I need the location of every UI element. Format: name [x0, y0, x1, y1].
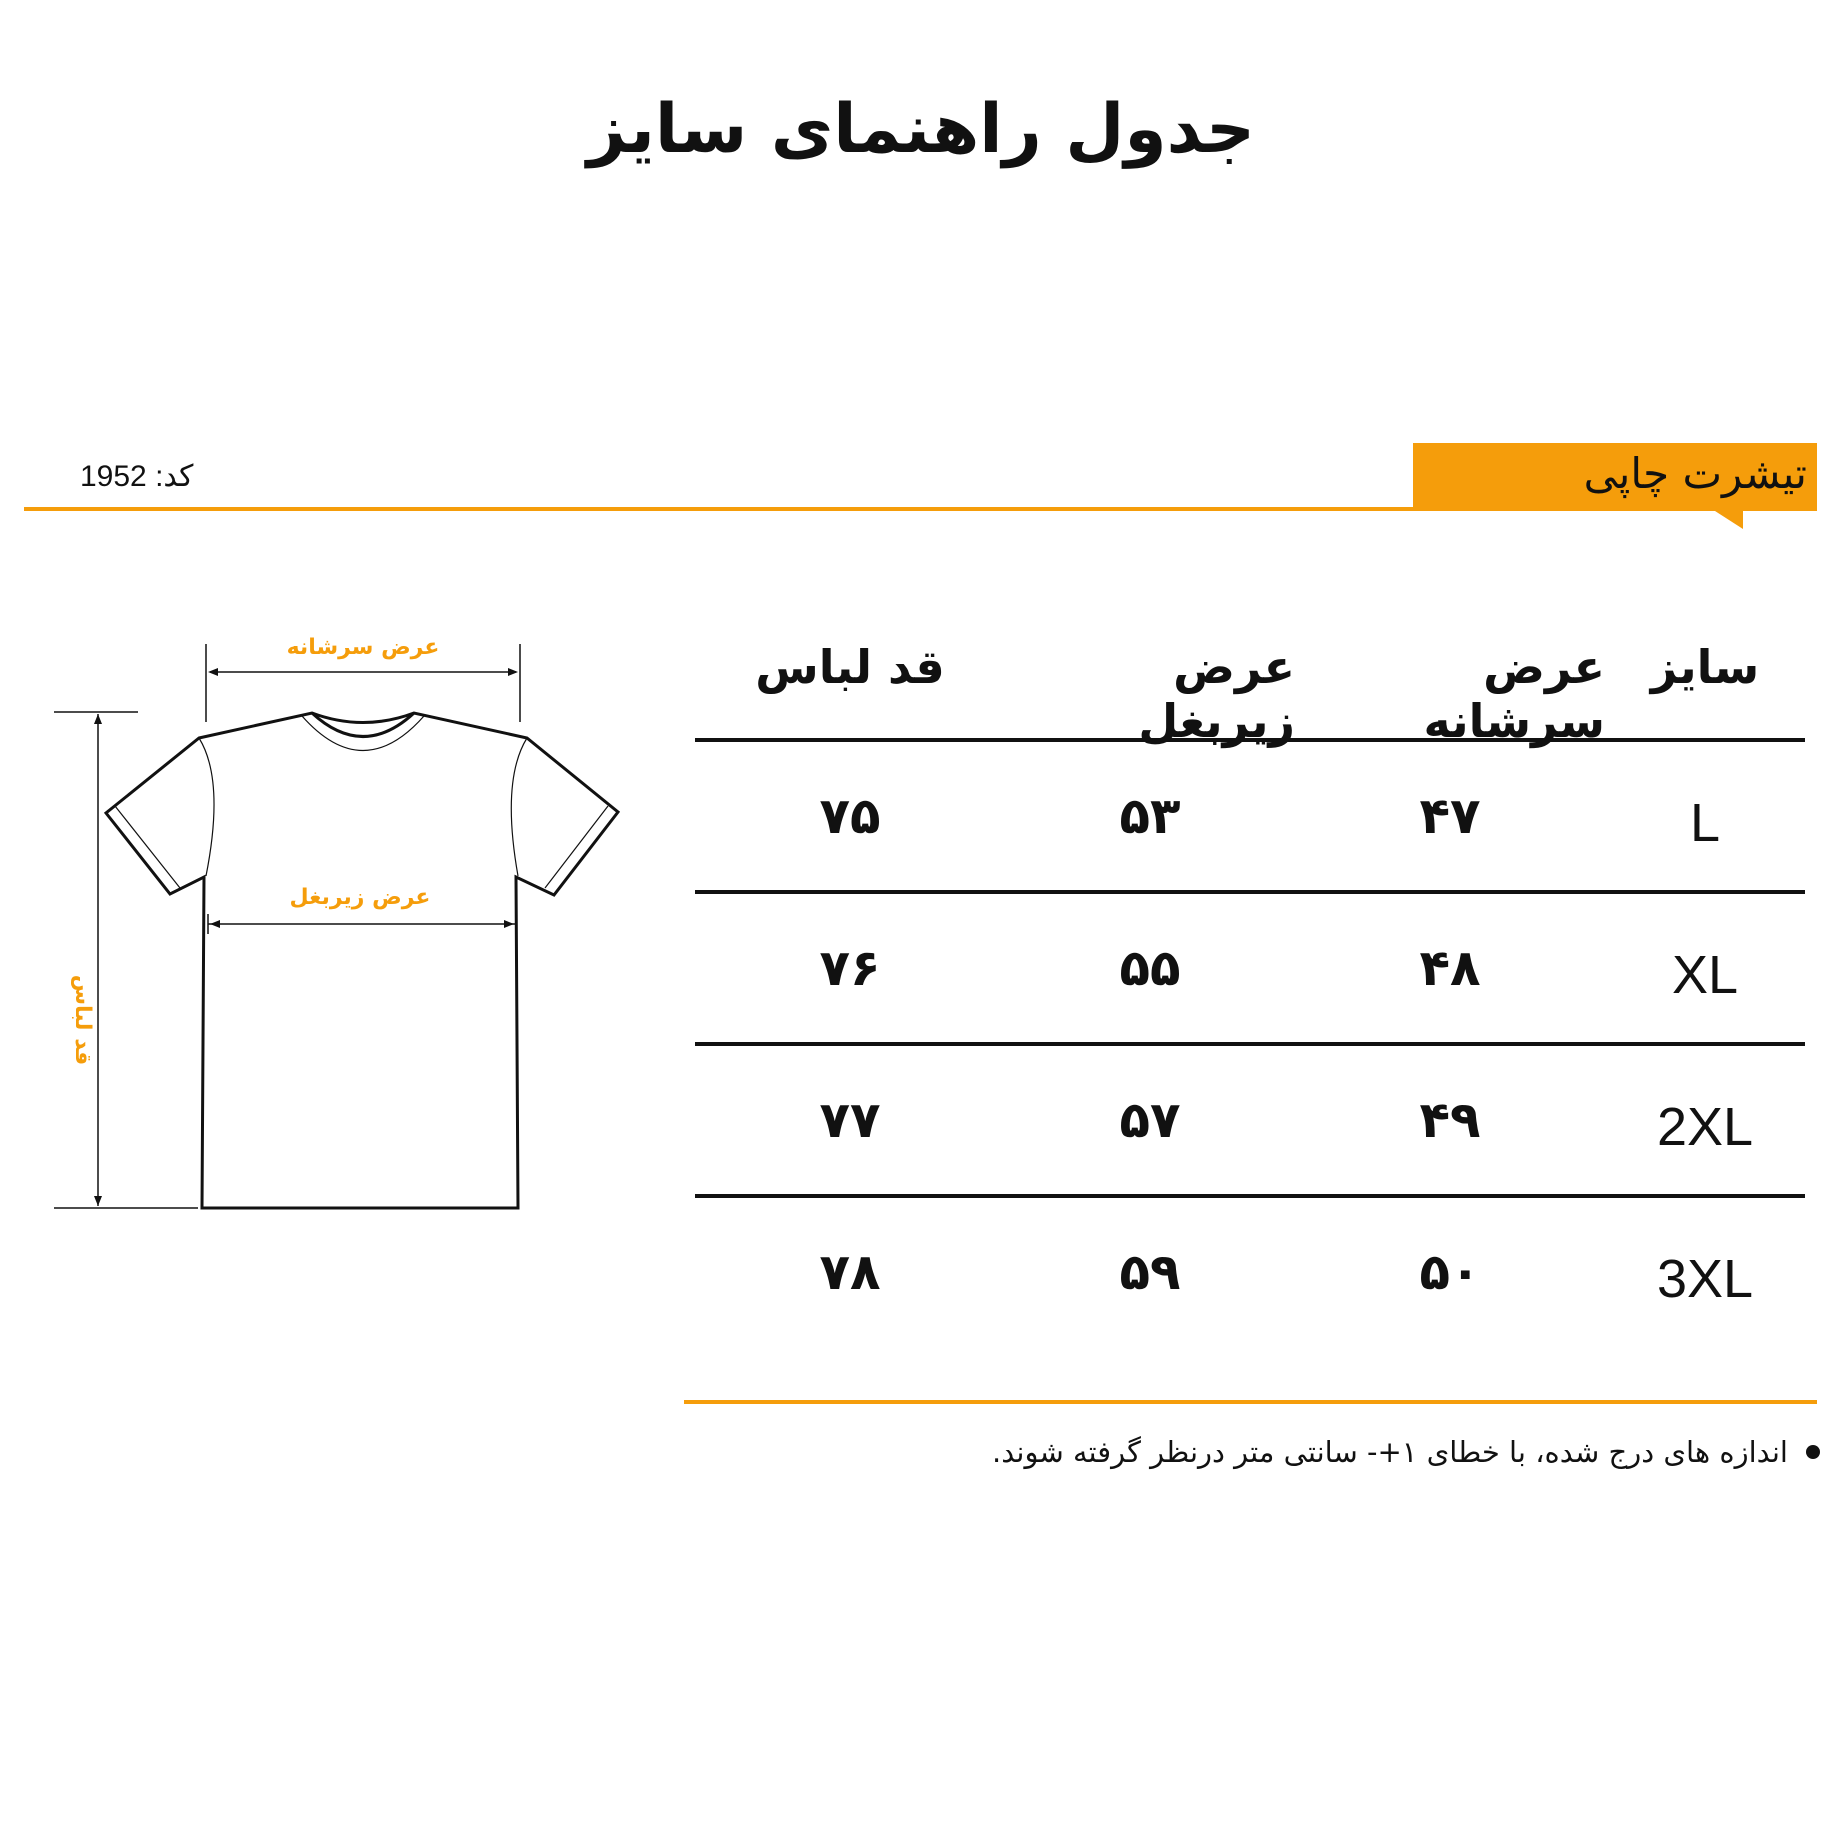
size-cell: L: [1689, 793, 1721, 853]
bullet-icon: [1806, 1445, 1820, 1459]
chest-cell: ۵۳: [1119, 787, 1181, 845]
chest-label: عرض زیربغل: [289, 885, 431, 910]
chest-cell: ۵۵: [1119, 939, 1181, 997]
table-row: [695, 742, 1805, 894]
tshirt-diagram: [40, 630, 640, 1230]
shoulder-cell: ۴۸: [1419, 939, 1481, 997]
shoulder-arrow-right: [508, 668, 518, 676]
length-cell: ۷۵: [819, 787, 881, 845]
shoulder-cell: ۵۰: [1419, 1243, 1481, 1301]
size-cell: XL: [1671, 945, 1739, 1005]
top-divider: [24, 507, 1817, 511]
shoulder-cell: ۴۷: [1419, 787, 1481, 845]
table-row: [695, 894, 1805, 1046]
chest-cell: ۵۹: [1119, 1243, 1181, 1301]
page-title: جدول راهنمای سایز: [587, 90, 1255, 169]
size-cell: 3XL: [1656, 1249, 1754, 1309]
table-row: [695, 1198, 1805, 1346]
length-cell: ۷۶: [819, 939, 881, 997]
shoulder-cell: ۴۹: [1419, 1091, 1481, 1149]
table-row: [695, 1046, 1805, 1198]
length-arrow-top: [94, 714, 102, 724]
chest-cell: ۵۷: [1119, 1091, 1181, 1149]
length-arrow-bottom: [94, 1196, 102, 1206]
bottom-divider: [684, 1400, 1817, 1404]
header-shoulder-width: عرض سرشانه: [1423, 640, 1605, 748]
shoulder-arrow-left: [208, 668, 218, 676]
product-code: کد: 1952: [80, 460, 194, 493]
tag-notch-decoration: [1715, 511, 1743, 529]
shoulder-label: عرض سرشانه: [286, 635, 440, 660]
note-text: اندازه های درج شده، با خطای ۱+- سانتی متر درنظر گرفته شوند.: [991, 1435, 1788, 1469]
length-label: قد لباس: [70, 974, 95, 1066]
tolerance-note: [990, 1435, 1820, 1469]
product-name: تیشرت چاپی: [1583, 449, 1807, 498]
size-cell: 2XL: [1656, 1097, 1754, 1157]
product-name-tag: [1413, 443, 1817, 511]
header-length: قد لباس: [755, 640, 945, 694]
length-cell: ۷۷: [819, 1091, 881, 1149]
size-table: [695, 620, 1805, 1346]
table-header-row: [695, 620, 1805, 748]
shirt-outline: [106, 713, 618, 1208]
length-cell: ۷۸: [819, 1243, 881, 1301]
header-chest-width: عرض زیربغل: [1138, 640, 1295, 748]
header-size: سایز: [1650, 640, 1760, 694]
